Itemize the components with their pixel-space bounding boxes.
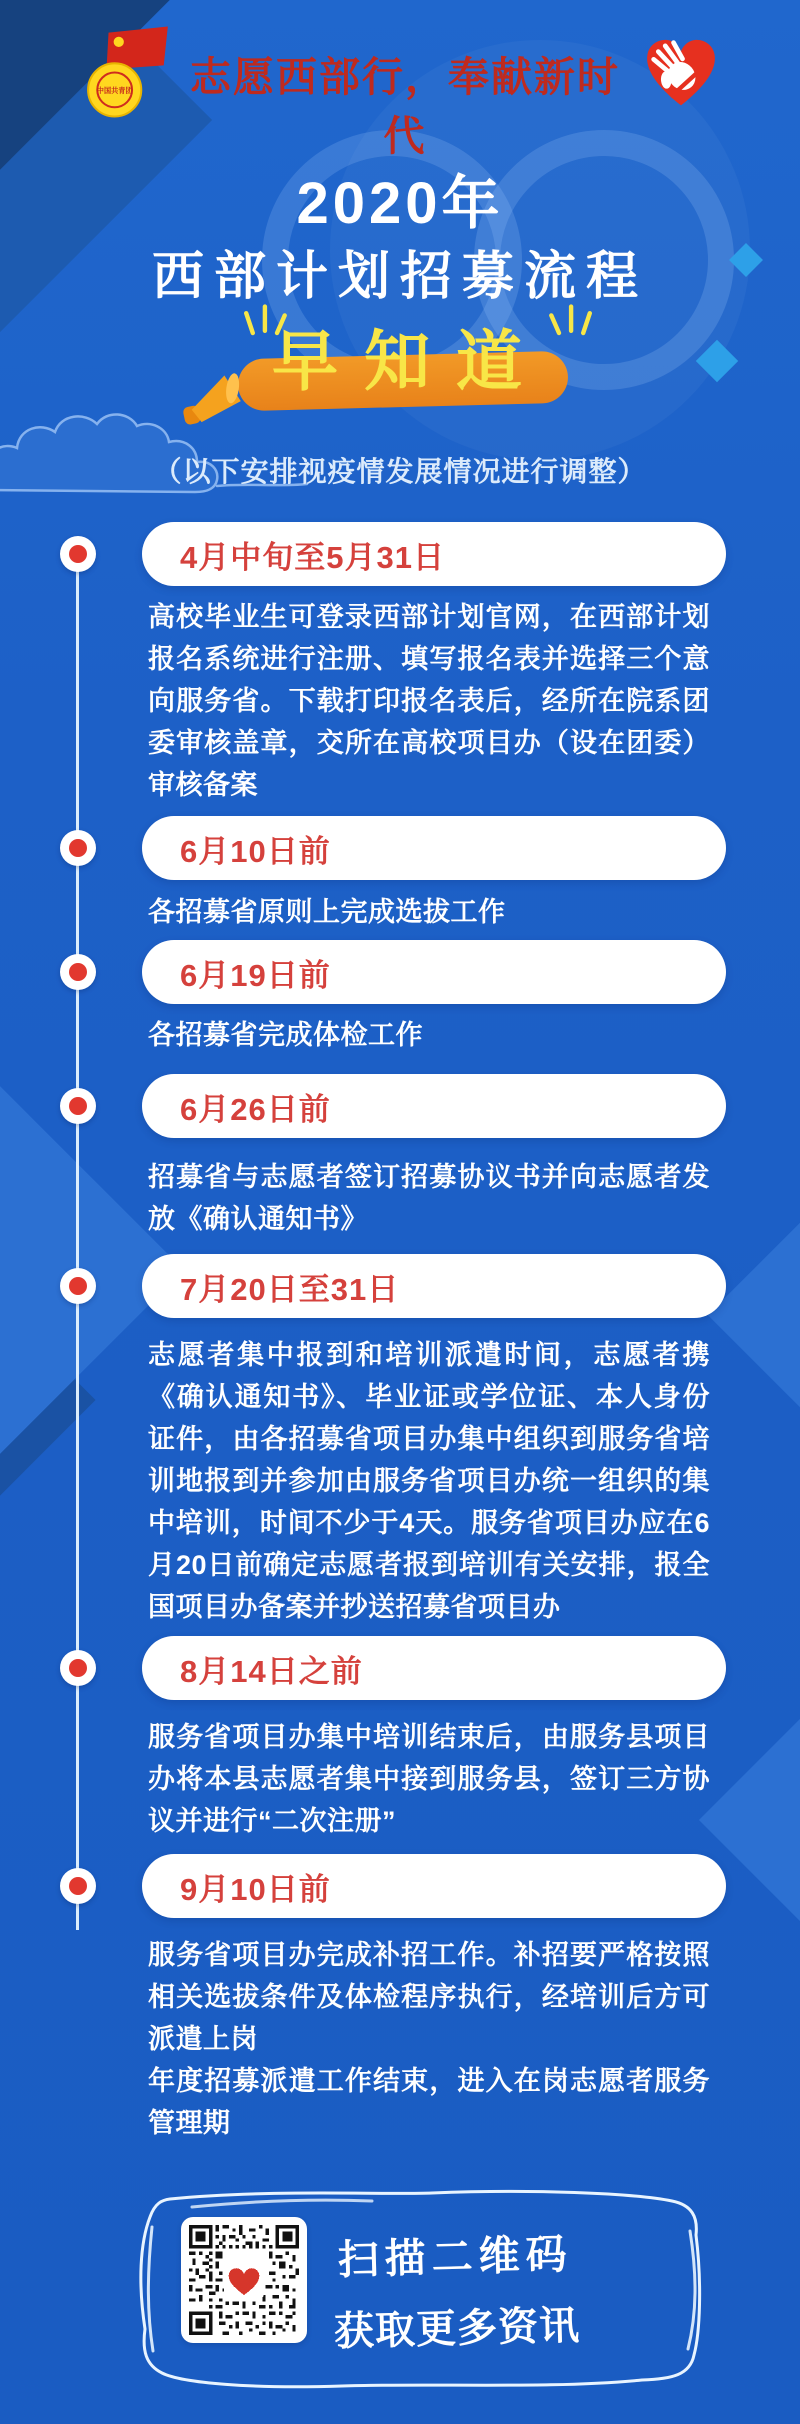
date-pill: 9月10日前 [142,1854,726,1918]
date-pill: 8月14日之前 [142,1636,726,1700]
qr-caption-line2: 获取更多资讯 [333,2303,581,2355]
date-pill: 6月26日前 [142,1074,726,1138]
date-pill: 7月20日至31日 [142,1254,726,1318]
poster-title-year: 2020年 [296,171,504,236]
deco-right-diamond-upper [708,1188,800,1443]
adjustment-note: （以下安排视疫情发展情况进行调整） [153,456,647,487]
megaphone-icon [176,360,256,445]
highlight-title-wrap [0,308,800,403]
qr-code-icon [181,2217,307,2343]
heart-hand-icon [638,28,724,119]
date-pill: 4月中旬至5月31日 [142,522,726,586]
step-description: 各招募省完成体检工作 [148,1020,423,1050]
timeline-dot-1 [60,536,96,572]
step-description: 志愿者集中报到和培训派遣时间，志愿者携《确认通知书》、毕业证或学位证、本人身份证件，由各招募省项目办集中组织到服务省培训地报到并参加由服务省项目办统一组织的集中培训，时间不少于4天。服务省项目办应在6月20日前确定志愿者报到培训有关安排，报全国项目办备案并抄送招募省项目办 [148,1340,710,1622]
poster-title-main: 西部计划招募流程 [151,248,648,306]
qr-caption-line1: 扫描二维码 [337,2230,574,2284]
timeline-dot-5 [60,1268,96,1304]
step-description: 服务省项目办集中培训结束后，由服务县项目办将本县志愿者集中接到服务县，签订三方协议并进行“二次注册” [148,1722,710,1836]
timeline-dot-6 [60,1650,96,1686]
cyl-badge-icon [84,22,176,125]
timeline-line [76,554,79,1930]
timeline-dot-3 [60,954,96,990]
timeline-dot-4 [60,1088,96,1124]
timeline-dot-2 [60,830,96,866]
date-pill: 6月19日前 [142,940,726,1004]
emblem-text: 中国共青团 [96,86,133,95]
step-description [148,1934,710,2144]
header-slogan: 志愿西部行，奉献新时代 [190,54,620,159]
step-description: 各招募省原则上完成选拔工作 [148,897,506,927]
timeline-dot-7 [60,1868,96,1904]
step-description: 招募省与志愿者签订招募协议书并向志愿者发放《确认通知书》 [148,1162,710,1234]
poster-title-highlight: 早知道 [272,324,548,398]
qr-caption [328,2221,583,2358]
date-pill: 6月10日前 [142,816,726,880]
step-description: 高校毕业生可登录西部计划官网，在西部计划报名系统进行注册、填写报名表并选择三个意向服务省。下载打印报名表后，经所在院系团委审核盖章，交所在高校项目办（设在团委）审核备案 [148,602,710,800]
step-description-part2: 年度招募派遣工作结束，进入在岗志愿者服务管理期 [148,2066,710,2138]
step-description-part1: 服务省项目办完成补招工作。补招要严格按照相关选拔条件及体检程序执行，经培训后方可派遣上岗 [148,1940,710,2054]
